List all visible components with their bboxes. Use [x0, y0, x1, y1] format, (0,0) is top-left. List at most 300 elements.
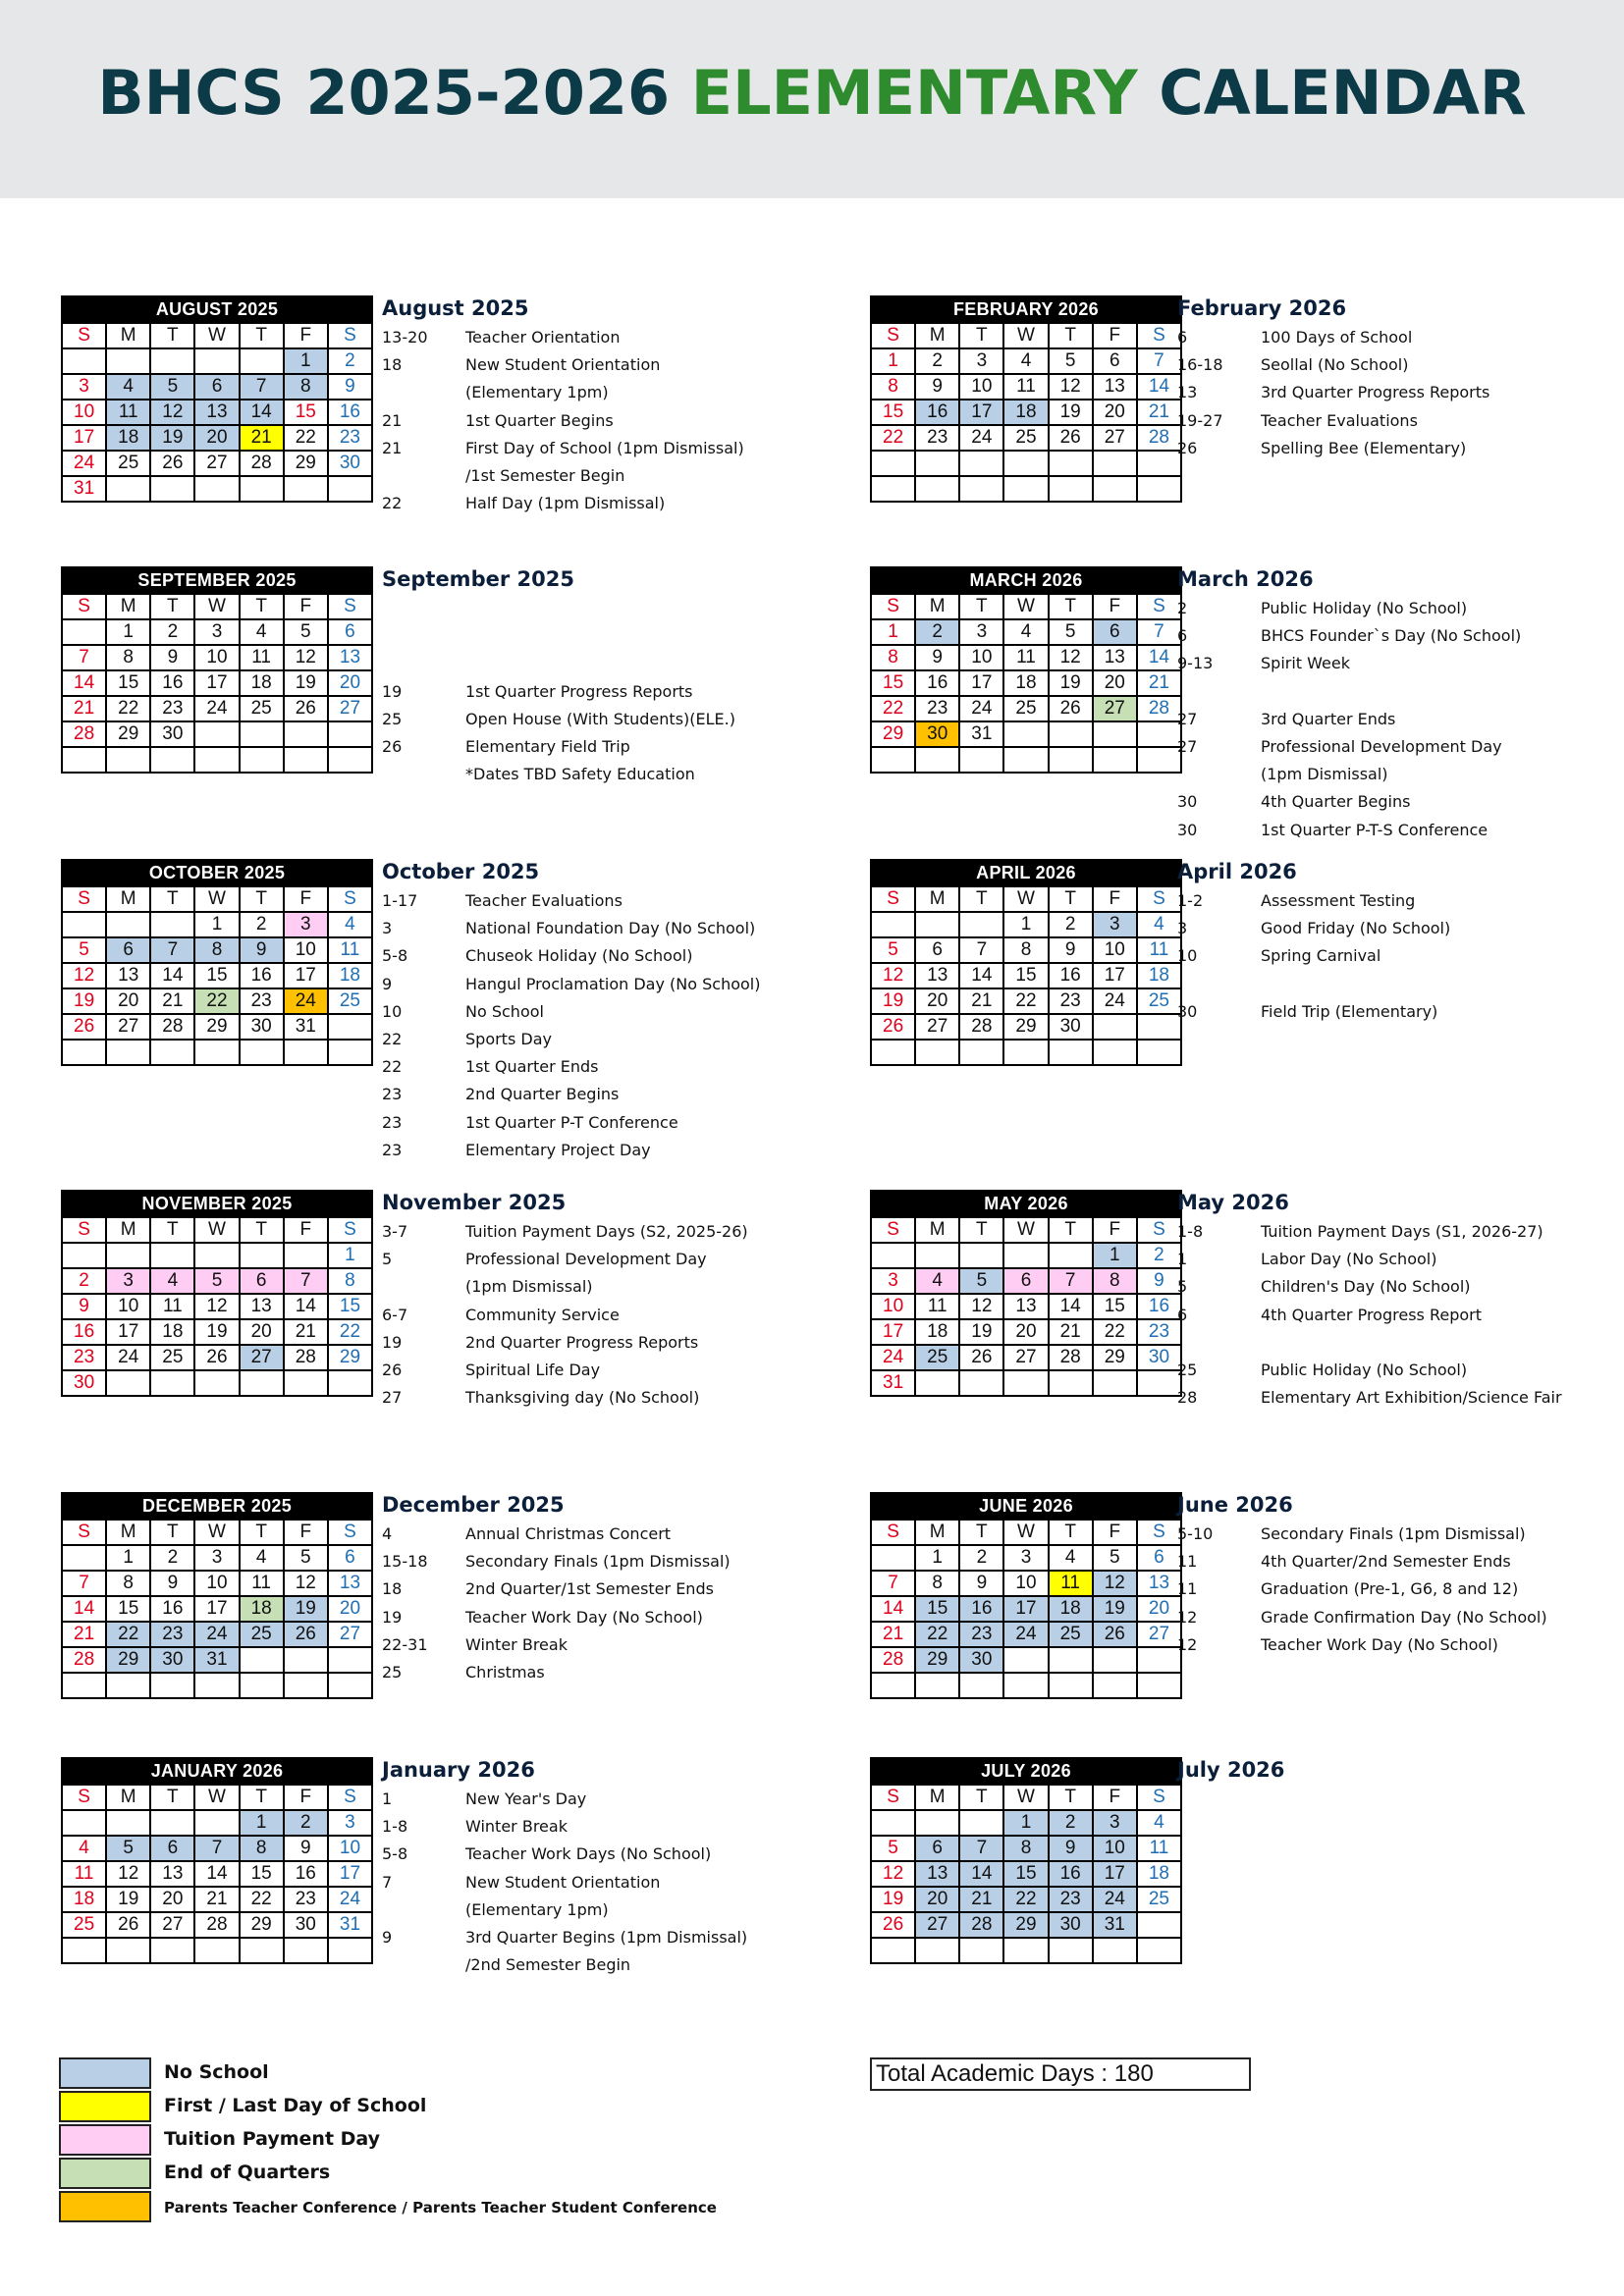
empty-day-cell	[1093, 451, 1137, 476]
day-cell: 8	[284, 374, 328, 400]
day-cell: 17	[871, 1319, 915, 1345]
event-text: 4th Quarter Begins	[1261, 792, 1411, 812]
weekday-header: T	[240, 886, 284, 912]
weekday-header: S	[1137, 1217, 1181, 1243]
day-cell: 10	[1093, 937, 1137, 963]
empty-day-cell	[328, 1673, 372, 1698]
day-cell: 7	[871, 1571, 915, 1596]
event-date: 19	[382, 1332, 403, 1352]
day-cell: 4	[915, 1268, 959, 1294]
day-cell: 12	[959, 1294, 1003, 1319]
day-cell: 26	[871, 1014, 915, 1040]
empty-day-cell	[328, 476, 372, 502]
day-cell: 17	[106, 1319, 150, 1345]
weekday-header: M	[915, 886, 959, 912]
day-cell: 24	[194, 1622, 239, 1647]
weekday-header: T	[1049, 1217, 1093, 1243]
day-cell: 16	[240, 963, 284, 988]
weekday-header: T	[240, 323, 284, 348]
empty-day-cell	[871, 1673, 915, 1698]
month-name: FEBRUARY 2026	[871, 296, 1181, 323]
day-cell: 8	[871, 645, 915, 670]
day-cell: 7	[1049, 1268, 1093, 1294]
event-text: Professional Development Day	[465, 1250, 707, 1269]
empty-day-cell	[240, 747, 284, 773]
event-text: Teacher Evaluations	[465, 891, 623, 910]
day-cell: 6	[1137, 1545, 1181, 1571]
month-table-jul	[870, 1757, 1182, 1964]
day-cell: 26	[194, 1345, 239, 1370]
event-date: 25	[382, 1663, 403, 1682]
day-cell: 27	[1093, 425, 1137, 451]
event-text: New Student Orientation	[465, 355, 661, 375]
day-cell: 24	[284, 988, 328, 1014]
day-cell: 17	[959, 670, 1003, 696]
weekday-header: M	[106, 594, 150, 619]
day-cell: 27	[915, 1014, 959, 1040]
day-cell: 3	[194, 619, 239, 645]
month-table-oct	[61, 859, 373, 1066]
day-cell: 17	[1093, 963, 1137, 988]
empty-day-cell	[871, 451, 915, 476]
month-name: JULY 2026	[871, 1758, 1181, 1785]
empty-day-cell	[1003, 1370, 1048, 1396]
empty-day-cell	[915, 1810, 959, 1836]
event-text: 1st Quarter P-T Conference	[465, 1112, 678, 1132]
day-cell: 3	[1093, 912, 1137, 937]
day-cell: 19	[1093, 1596, 1137, 1622]
day-cell: 2	[1049, 1810, 1093, 1836]
empty-day-cell	[871, 912, 915, 937]
day-cell: 21	[240, 425, 284, 451]
empty-day-cell	[106, 348, 150, 374]
empty-day-cell	[1137, 1040, 1181, 1065]
empty-day-cell	[150, 1673, 194, 1698]
empty-day-cell	[1093, 1673, 1137, 1698]
day-cell: 22	[1093, 1319, 1137, 1345]
day-cell: 23	[62, 1345, 106, 1370]
event-text: 2nd Quarter Progress Reports	[465, 1332, 699, 1352]
empty-day-cell	[1003, 451, 1048, 476]
event-text: Thanksgiving day (No School)	[465, 1388, 700, 1408]
day-cell: 11	[1003, 645, 1048, 670]
day-cell: 17	[1003, 1596, 1048, 1622]
day-cell: 8	[1003, 937, 1048, 963]
empty-day-cell	[871, 1040, 915, 1065]
day-cell: 1	[284, 348, 328, 374]
day-cell: 6	[240, 1268, 284, 1294]
month-table-apr	[870, 859, 1182, 1066]
day-cell: 3	[328, 1810, 372, 1836]
event-text: 2nd Quarter Begins	[465, 1085, 620, 1104]
event-text: Spelling Bee (Elementary)	[1261, 438, 1467, 457]
day-cell: 16	[1137, 1294, 1181, 1319]
day-cell: 16	[150, 670, 194, 696]
day-cell: 8	[106, 1571, 150, 1596]
total-academic-days: Total Academic Days : 180	[870, 2057, 1251, 2091]
empty-day-cell	[194, 721, 239, 747]
day-cell: 28	[1137, 425, 1181, 451]
day-cell: 27	[1093, 696, 1137, 721]
event-date: 5-8	[382, 1844, 408, 1864]
day-cell: 9	[62, 1294, 106, 1319]
weekday-header: S	[328, 1217, 372, 1243]
day-cell: 3	[1003, 1545, 1048, 1571]
empty-day-cell	[284, 1370, 328, 1396]
empty-day-cell	[871, 1810, 915, 1836]
event-date: 3	[382, 919, 393, 938]
empty-day-cell	[194, 1040, 239, 1065]
day-cell: 21	[1137, 400, 1181, 425]
day-cell: 7	[959, 937, 1003, 963]
day-cell: 30	[150, 1647, 194, 1673]
day-cell: 11	[150, 1294, 194, 1319]
day-cell: 14	[959, 1861, 1003, 1887]
empty-day-cell	[62, 747, 106, 773]
event-date: 13-20	[382, 328, 428, 347]
day-cell: 20	[240, 1319, 284, 1345]
day-cell: 10	[1093, 1836, 1137, 1861]
day-cell: 20	[1093, 670, 1137, 696]
day-cell: 9	[150, 645, 194, 670]
day-cell: 14	[284, 1294, 328, 1319]
day-cell: 1	[871, 348, 915, 374]
event-date: 9-13	[1177, 654, 1214, 673]
day-cell: 15	[194, 963, 239, 988]
empty-day-cell	[1003, 747, 1048, 773]
day-cell: 29	[1003, 1014, 1048, 1040]
day-cell: 9	[240, 937, 284, 963]
day-cell: 23	[959, 1622, 1003, 1647]
event-date: 12	[1177, 1607, 1198, 1627]
event-text: Graduation (Pre-1, G6, 8 and 12)	[1261, 1579, 1519, 1599]
weekday-header: F	[1093, 1520, 1137, 1545]
day-cell: 19	[62, 988, 106, 1014]
day-cell: 2	[959, 1545, 1003, 1571]
weekday-header: W	[194, 594, 239, 619]
day-cell: 19	[1049, 400, 1093, 425]
event-date: 27	[382, 1388, 403, 1408]
events-heading-nov: November 2025	[382, 1191, 567, 1214]
event-date: 15-18	[382, 1552, 428, 1572]
empty-day-cell	[1093, 1014, 1137, 1040]
day-cell: 21	[959, 988, 1003, 1014]
day-cell: 10	[106, 1294, 150, 1319]
day-cell: 22	[106, 1622, 150, 1647]
day-cell: 2	[62, 1268, 106, 1294]
day-cell: 22	[328, 1319, 372, 1345]
day-cell: 28	[959, 1014, 1003, 1040]
day-cell: 4	[1003, 348, 1048, 374]
event-text: Labor Day (No School)	[1261, 1250, 1437, 1269]
day-cell: 1	[1003, 1810, 1048, 1836]
day-cell: 19	[150, 425, 194, 451]
empty-day-cell	[1049, 747, 1093, 773]
weekday-header: S	[62, 594, 106, 619]
event-date: 21	[382, 410, 403, 430]
day-cell: 28	[62, 1647, 106, 1673]
day-cell: 31	[284, 1014, 328, 1040]
day-cell: 13	[150, 1861, 194, 1887]
empty-day-cell	[62, 912, 106, 937]
empty-day-cell	[240, 1938, 284, 1963]
day-cell: 13	[328, 1571, 372, 1596]
day-cell: 21	[284, 1319, 328, 1345]
empty-day-cell	[1093, 1938, 1137, 1963]
day-cell: 16	[915, 400, 959, 425]
day-cell: 1	[240, 1810, 284, 1836]
empty-day-cell	[1003, 1673, 1048, 1698]
day-cell: 6	[915, 1836, 959, 1861]
day-cell: 1	[1003, 912, 1048, 937]
empty-day-cell	[150, 747, 194, 773]
weekday-header: F	[1093, 1785, 1137, 1810]
day-cell: 22	[194, 988, 239, 1014]
empty-day-cell	[284, 1243, 328, 1268]
event-date: 19	[382, 681, 403, 701]
page-title	[0, 57, 1624, 129]
day-cell: 1	[194, 912, 239, 937]
day-cell: 6	[328, 619, 372, 645]
event-date: 9	[382, 1928, 393, 1947]
day-cell: 7	[62, 645, 106, 670]
weekday-header: S	[871, 323, 915, 348]
event-date: 4	[382, 1524, 393, 1543]
event-date: 23	[382, 1140, 403, 1159]
event-date: 25	[382, 709, 403, 728]
weekday-header: T	[240, 594, 284, 619]
empty-day-cell	[915, 1370, 959, 1396]
day-cell: 18	[1049, 1596, 1093, 1622]
day-cell: 12	[871, 963, 915, 988]
day-cell: 13	[240, 1294, 284, 1319]
day-cell: 14	[959, 963, 1003, 988]
event-date: 9	[382, 974, 393, 993]
day-cell: 6	[328, 1545, 372, 1571]
day-cell: 18	[1137, 963, 1181, 988]
day-cell: 10	[194, 1571, 239, 1596]
day-cell: 10	[959, 374, 1003, 400]
day-cell: 29	[194, 1014, 239, 1040]
event-date: 10	[1177, 946, 1198, 966]
event-text: Assessment Testing	[1261, 891, 1416, 910]
day-cell: 1	[871, 619, 915, 645]
weekday-header: S	[871, 886, 915, 912]
empty-day-cell	[240, 1040, 284, 1065]
day-cell: 2	[1049, 912, 1093, 937]
empty-day-cell	[1137, 1370, 1181, 1396]
empty-day-cell	[915, 1243, 959, 1268]
day-cell: 14	[871, 1596, 915, 1622]
weekday-header: T	[240, 1520, 284, 1545]
legend-label-no-school: No School	[164, 2061, 269, 2083]
day-cell: 7	[959, 1836, 1003, 1861]
day-cell: 8	[915, 1571, 959, 1596]
day-cell: 17	[284, 963, 328, 988]
event-date: 18	[382, 355, 403, 375]
empty-day-cell	[959, 1243, 1003, 1268]
day-cell: 12	[150, 400, 194, 425]
day-cell: 30	[150, 721, 194, 747]
day-cell: 3	[1093, 1810, 1137, 1836]
day-cell: 30	[328, 451, 372, 476]
day-cell: 8	[871, 374, 915, 400]
weekday-header: T	[959, 323, 1003, 348]
empty-day-cell	[1003, 476, 1048, 502]
day-cell: 5	[194, 1268, 239, 1294]
day-cell: 3	[284, 912, 328, 937]
event-date: 5	[382, 1250, 393, 1269]
event-text: Children's Day (No School)	[1261, 1277, 1471, 1297]
empty-day-cell	[150, 1370, 194, 1396]
day-cell: 26	[284, 1622, 328, 1647]
empty-day-cell	[915, 451, 959, 476]
weekday-header: W	[194, 1785, 239, 1810]
day-cell: 14	[62, 670, 106, 696]
day-cell: 25	[1049, 1622, 1093, 1647]
event-date: 22	[382, 1030, 403, 1048]
legend-label-first-last: First / Last Day of School	[164, 2095, 427, 2116]
event-date: 22	[382, 494, 403, 513]
day-cell: 16	[328, 400, 372, 425]
event-text: /2nd Semester Begin	[465, 1955, 631, 1975]
day-cell: 5	[959, 1268, 1003, 1294]
empty-day-cell	[1093, 1647, 1137, 1673]
day-cell: 19	[959, 1319, 1003, 1345]
day-cell: 27	[328, 1622, 372, 1647]
day-cell: 24	[871, 1345, 915, 1370]
event-date: 19	[382, 1607, 403, 1627]
day-cell: 27	[194, 451, 239, 476]
empty-day-cell	[915, 912, 959, 937]
day-cell: 14	[150, 963, 194, 988]
weekday-header: S	[1137, 1520, 1181, 1545]
empty-day-cell	[284, 1647, 328, 1673]
weekday-header: T	[240, 1217, 284, 1243]
weekday-header: S	[62, 1785, 106, 1810]
empty-day-cell	[959, 1810, 1003, 1836]
day-cell: 10	[328, 1836, 372, 1861]
weekday-header: S	[871, 1520, 915, 1545]
event-text: Sports Day	[465, 1030, 552, 1048]
day-cell: 28	[62, 721, 106, 747]
day-cell: 6	[106, 937, 150, 963]
empty-day-cell	[1137, 747, 1181, 773]
empty-day-cell	[1003, 721, 1048, 747]
weekday-header: M	[106, 1785, 150, 1810]
day-cell: 22	[284, 425, 328, 451]
event-text: Elementary Art Exhibition/Science Fair	[1261, 1388, 1562, 1408]
event-date: 5-8	[382, 946, 408, 966]
weekday-header: S	[871, 1217, 915, 1243]
weekday-header: T	[150, 1785, 194, 1810]
day-cell: 26	[1049, 425, 1093, 451]
event-text: 2nd Quarter/1st Semester Ends	[465, 1579, 714, 1599]
empty-day-cell	[1049, 1673, 1093, 1698]
empty-day-cell	[194, 1370, 239, 1396]
empty-day-cell	[240, 1243, 284, 1268]
day-cell: 4	[106, 374, 150, 400]
day-cell: 26	[1049, 696, 1093, 721]
empty-day-cell	[150, 1810, 194, 1836]
day-cell: 1	[915, 1545, 959, 1571]
legend-label-tuition: Tuition Payment Day	[164, 2128, 381, 2150]
day-cell: 20	[915, 1887, 959, 1912]
event-date: 1-8	[382, 1817, 408, 1837]
day-cell: 1	[106, 1545, 150, 1571]
event-date: 1	[1177, 1250, 1188, 1269]
day-cell: 6	[915, 937, 959, 963]
events-heading-aug: August 2025	[382, 296, 529, 320]
weekday-header: T	[959, 594, 1003, 619]
month-table-jun	[870, 1492, 1182, 1699]
day-cell: 5	[106, 1836, 150, 1861]
day-cell: 16	[62, 1319, 106, 1345]
day-cell: 8	[1003, 1836, 1048, 1861]
empty-day-cell	[106, 1810, 150, 1836]
day-cell: 23	[1137, 1319, 1181, 1345]
empty-day-cell	[1137, 1647, 1181, 1673]
day-cell: 5	[150, 374, 194, 400]
month-name: SEPTEMBER 2025	[62, 567, 372, 594]
day-cell: 18	[1137, 1861, 1181, 1887]
day-cell: 17	[194, 670, 239, 696]
empty-day-cell	[106, 1673, 150, 1698]
event-text: Secondary Finals (1pm Dismissal)	[465, 1552, 731, 1572]
event-text: Professional Development Day	[1261, 737, 1502, 756]
day-cell: 14	[1137, 374, 1181, 400]
empty-day-cell	[62, 619, 106, 645]
weekday-header: S	[328, 1520, 372, 1545]
weekday-header: M	[915, 1785, 959, 1810]
event-text: Hangul Proclamation Day (No School)	[465, 974, 761, 993]
weekday-header: T	[150, 594, 194, 619]
events-heading-sep: September 2025	[382, 567, 574, 591]
event-date: 3	[1177, 919, 1188, 938]
day-cell: 25	[1003, 425, 1048, 451]
day-cell: 18	[106, 425, 150, 451]
day-cell: 14	[240, 400, 284, 425]
legend-label-end-quarter: End of Quarters	[164, 2162, 331, 2183]
day-cell: 31	[871, 1370, 915, 1396]
event-date: 1	[382, 1789, 393, 1808]
weekday-header: W	[194, 1520, 239, 1545]
weekday-header: M	[915, 594, 959, 619]
day-cell: 28	[284, 1345, 328, 1370]
weekday-header: S	[871, 594, 915, 619]
event-text: Teacher Work Day (No School)	[1261, 1634, 1498, 1654]
legend-swatch-no-school	[59, 2057, 151, 2089]
day-cell: 11	[240, 1571, 284, 1596]
event-date: 6	[1177, 328, 1188, 347]
day-cell: 10	[194, 645, 239, 670]
legend-swatch-conference	[59, 2191, 151, 2222]
event-text: Teacher Work Days (No School)	[465, 1844, 712, 1864]
day-cell: 23	[328, 425, 372, 451]
day-cell: 15	[1003, 963, 1048, 988]
day-cell: 25	[328, 988, 372, 1014]
event-text: *Dates TBD Safety Education	[465, 765, 695, 784]
event-date: 27	[1177, 709, 1198, 728]
day-cell: 31	[194, 1647, 239, 1673]
day-cell: 31	[1093, 1912, 1137, 1938]
day-cell: 25	[150, 1345, 194, 1370]
day-cell: 21	[1137, 670, 1181, 696]
weekday-header: S	[62, 886, 106, 912]
weekday-header: S	[328, 323, 372, 348]
day-cell: 26	[106, 1912, 150, 1938]
day-cell: 23	[1049, 988, 1093, 1014]
